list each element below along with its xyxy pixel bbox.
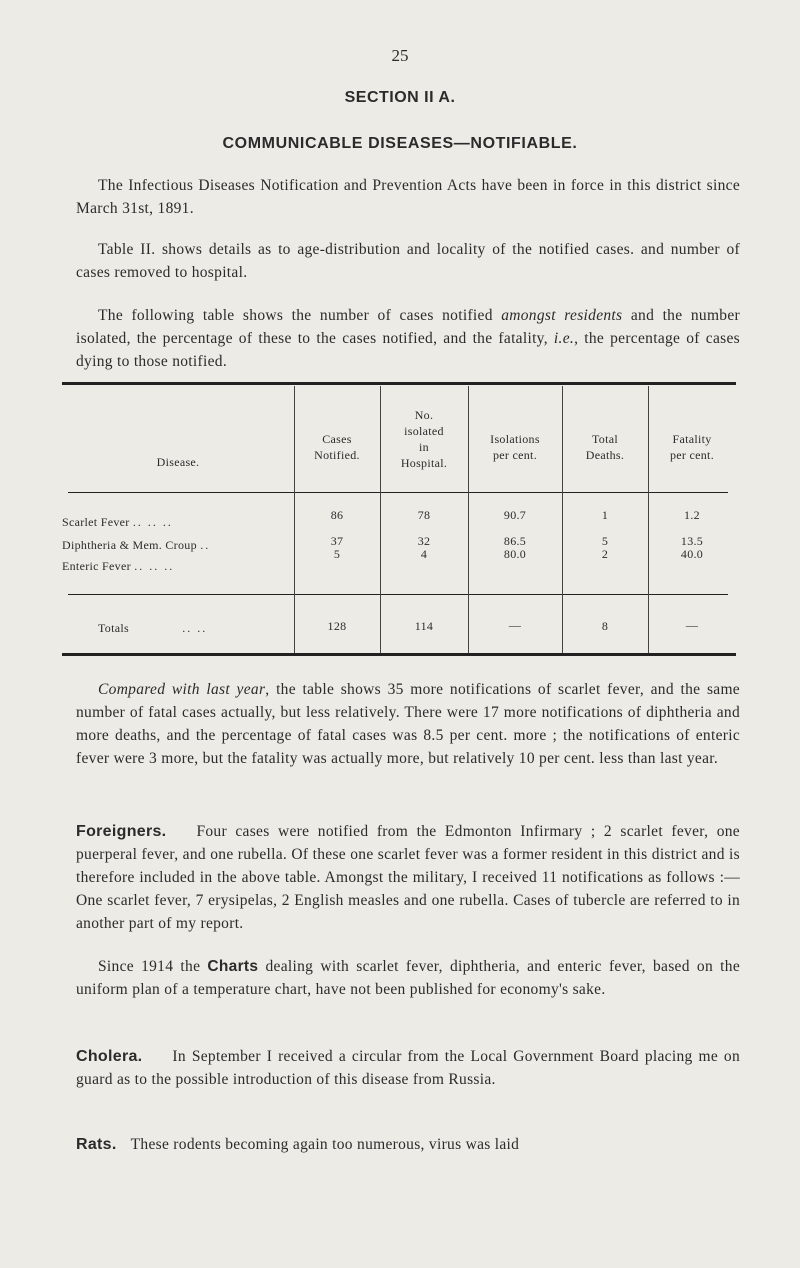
header-fatality-percent xyxy=(648,431,736,463)
text-segment: In September I received a circular from the Local Government Board placing me on guard as to the possible introduction of this disease from Russia. xyxy=(76,1048,740,1088)
cell-deaths: 2 xyxy=(601,547,609,561)
charts-paragraph xyxy=(76,955,740,1001)
cell-cases: 5 xyxy=(333,547,341,561)
total-fatality: — xyxy=(685,618,699,632)
total-isolation-percent: — xyxy=(508,618,522,632)
header-total-deaths xyxy=(562,431,648,463)
page-number: 25 xyxy=(391,46,409,65)
text-segment: , the table shows 35 more notifications of scarlet fever, and the same number of fatal cases actually, but less relatively. There were 17 more notifications of diphtheria and more deaths, and the percentage of fatal cases was 8.5 per cent. more ; the notifications of enteric fever were 3 more, but the fatality was actually more, but relatively 10 per cent. less than last year. xyxy=(76,681,740,767)
header-line: Notified. xyxy=(314,448,360,462)
foreigners-heading: Foreigners. xyxy=(76,823,167,840)
header-line: per cent. xyxy=(492,448,537,462)
totals-rule xyxy=(68,594,728,595)
cholera-heading: Cholera. xyxy=(76,1048,143,1065)
table-description-paragraph xyxy=(76,304,740,373)
cell-isolation-percent: 90.7 xyxy=(503,508,527,522)
dot-leader: .. .. xyxy=(182,621,208,635)
header-line: isolated xyxy=(404,424,444,438)
totals-label xyxy=(98,621,207,635)
table-row-disease xyxy=(62,538,210,552)
cell-isolation-percent: 80.0 xyxy=(503,547,527,561)
dot-leader: .. .. .. xyxy=(134,559,175,573)
text-segment: and the number isolated, the percentage of these to the cases notified, and the fatality, xyxy=(76,307,740,347)
notifications-table xyxy=(62,382,736,657)
foreigners-paragraph xyxy=(76,820,740,935)
header-line: per cent. xyxy=(669,448,714,462)
dot-leader: .. .. .. xyxy=(132,515,173,529)
text-segment: Four cases were notified from the Edmonton Infirmary ; 2 scarlet fever, one puerperal fever, and one rubella. Of these one scarlet fever was a former resident in this district and is therefore included in the above table. Amongst the military, I received 11 notifications as follows :—One scarlet fever, 7 erysipelas, 2 English measles and one rubella. Cases of tubercle are referred to in another part of my report. xyxy=(76,823,740,932)
text-segment: , the percentage of cases dying to those notified. xyxy=(76,330,740,370)
cell-fatality: 40.0 xyxy=(680,547,704,561)
table-reference-paragraph: Table II. shows details as to age-distribution and locality of the notified cases. and number of cases removed to hospital. xyxy=(76,241,740,281)
text-segment: The following table shows the number of cases notified xyxy=(98,307,502,324)
table-row-disease xyxy=(62,515,173,529)
table-bottom-rule xyxy=(62,653,736,656)
disease-name: Scarlet Fever xyxy=(62,515,130,529)
comparison-paragraph xyxy=(76,678,740,770)
total-cases: 128 xyxy=(327,619,347,633)
header-line: Hospital. xyxy=(400,456,448,470)
header-rule xyxy=(68,492,728,493)
header-line: Cases xyxy=(322,432,352,446)
header-cases xyxy=(294,431,380,463)
header-line: Fatality xyxy=(672,432,712,446)
intro-paragraph: The Infectious Diseases Notification and Prevention Acts have been in force in this district since March 31st, 1891. xyxy=(76,177,740,217)
table-row-disease xyxy=(62,559,174,573)
cell-isolation-percent: 86.5 xyxy=(503,534,527,548)
text-segment: dealing with scarlet fever, diphtheria, and enteric fever, based on the uniform plan of a temperature chart, have not been published for economy's sake. xyxy=(76,958,741,998)
header-line: in xyxy=(419,440,429,454)
rats-heading: Rats. xyxy=(76,1136,117,1153)
cell-isolated: 4 xyxy=(420,547,428,561)
header-isolation-percent xyxy=(468,431,562,463)
header-isolated xyxy=(380,407,468,471)
header-line: Total xyxy=(592,432,618,446)
table-top-rule xyxy=(62,382,736,385)
header-line: Isolations xyxy=(490,432,540,446)
total-deaths: 8 xyxy=(601,619,609,633)
page-title: COMMUNICABLE DISEASES—NOTIFIABLE. xyxy=(222,135,578,152)
header-disease: Disease. xyxy=(156,455,200,469)
cell-cases: 37 xyxy=(330,534,344,548)
header-line: No. xyxy=(414,408,434,422)
emphasis-text: i.e. xyxy=(553,330,575,347)
cell-isolated: 78 xyxy=(417,508,431,522)
disease-name: Enteric Fever xyxy=(62,559,131,573)
text-segment: These rodents becoming again too numerous, virus was laid xyxy=(130,1136,520,1153)
totals-text: Totals xyxy=(98,621,129,635)
section-heading: SECTION II A. xyxy=(344,89,456,106)
cholera-paragraph xyxy=(76,1045,740,1091)
dot-leader: .. xyxy=(200,538,211,552)
cell-isolated: 32 xyxy=(417,534,431,548)
charts-heading: Charts xyxy=(207,958,259,975)
cell-cases: 86 xyxy=(330,508,344,522)
cell-deaths: 5 xyxy=(601,534,609,548)
disease-name: Diphtheria & Mem. Croup xyxy=(62,538,197,552)
cell-deaths: 1 xyxy=(601,508,609,522)
text-segment: Since 1914 the xyxy=(98,958,208,975)
emphasis-text: Compared with last year xyxy=(98,681,266,698)
header-line: Deaths. xyxy=(585,448,625,462)
emphasis-text: amongst residents xyxy=(501,307,623,324)
total-isolated: 114 xyxy=(414,619,434,633)
cell-fatality: 13.5 xyxy=(680,534,704,548)
cell-fatality: 1.2 xyxy=(684,508,700,522)
rats-paragraph xyxy=(76,1133,740,1156)
